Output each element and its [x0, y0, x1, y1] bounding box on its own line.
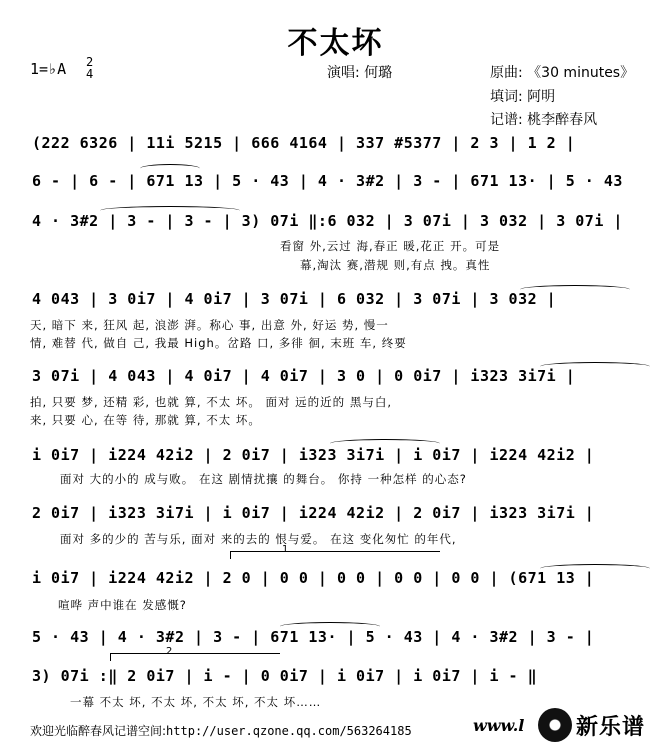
- score-row-1: (222 6326 | 11i 5215 | 666 4164 | 337 #5377 | 2 3 | 1 2 |: [32, 134, 576, 152]
- time-signature-bottom: 4: [86, 67, 94, 81]
- score-row-9: 5 · 43 | 4 · 3#2 | 3 - | 671 13· | 5 · 43 | 4 · 3#2 | 3 - |: [32, 628, 595, 646]
- score-row-4: 4 043 | 3 0i7 | 4 0i7 | 3 07i | 6 032 | 3 07i | 3 032 |: [32, 290, 557, 308]
- site-logo-text: 新乐谱: [576, 715, 646, 740]
- volta-1-bracket: [230, 551, 440, 552]
- score-row-5: 3 07i | 4 043 | 4 0i7 | 4 0i7 | 3 0 | 0 0i7 | i323 3i7i |: [32, 367, 576, 385]
- score-row-2: 6 - | 6 - | 671 13 | 5 · 43 | 4 · 3#2 | 3 - | 671 13· | 5 · 43: [32, 172, 623, 190]
- footer-text: 欢迎光临醉春风记谱空间:: [30, 724, 167, 738]
- lyric-row-4-verse-2: 情, 难替 代, 做自 己, 我最 High。岔路 口, 多徘 徊, 末班 车, 终要: [30, 336, 407, 350]
- site-watermark: www.l: [473, 716, 525, 735]
- composer-credit: 原曲: 《30 minutes》: [490, 65, 635, 81]
- tie: [540, 564, 650, 573]
- singer-credit: 演唱: 何璐: [327, 65, 393, 81]
- song-title: 不太坏: [287, 26, 384, 61]
- footer-note: [30, 722, 412, 739]
- volta-1-number: 1: [282, 544, 289, 555]
- lyric-row-6: 面对 大的小的 成与败。 在这 剧情扰攘 的舞台。 你持 一种怎样 的心态?: [60, 472, 467, 486]
- lyricist-credit: 填词: 阿明: [490, 89, 556, 105]
- volta-2-number: 2: [166, 646, 173, 657]
- tie: [330, 439, 440, 448]
- tie: [520, 285, 630, 294]
- score-row-6: i 0i7 | i224 42i2 | 2 0i7 | i323 3i7i | i 0i7 | i224 42i2 |: [32, 446, 595, 464]
- volta-2-bracket: [110, 653, 280, 654]
- score-row-3: 4 · 3#2 | 3 - | 3 - | 3) 07i ‖:6 032 | 3 07i | 3 032 | 3 07i |: [32, 212, 623, 230]
- lyric-row-5-verse-2: 来, 只要 心, 在等 待, 那就 算, 不太 坏。: [30, 413, 261, 427]
- score-row-7: 2 0i7 | i323 3i7i | i 0i7 | i224 42i2 | 2 0i7 | i323 3i7i |: [32, 504, 595, 522]
- score-row-8: i 0i7 | i224 42i2 | 2 0 | 0 0 | 0 0 | 0 0 | 0 0 | (671 13 |: [32, 569, 595, 587]
- key-signature: 1=♭A: [30, 60, 67, 78]
- record-disc-icon: [538, 708, 572, 742]
- volta-2-tick: [110, 653, 111, 661]
- transcriber-credit: 记谱: 桃李醉春风: [490, 112, 598, 128]
- lyric-row-8: 喧哗 声中谁在 发感慨?: [58, 598, 187, 612]
- tie: [540, 362, 650, 371]
- lyric-row-4-verse-1: 天, 暗下 来, 狂风 起, 浪澎 湃。称心 事, 出意 外, 好运 势, 慢一: [30, 318, 389, 332]
- lyric-row-10: 一幕 不太 坏, 不太 坏, 不太 坏, 不太 坏……: [70, 695, 322, 709]
- score-row-10: 3) 07i :‖ 2 0i7 | i - | 0 0i7 | i 0i7 | i 0i7 | i - ‖: [32, 667, 538, 685]
- tie: [280, 622, 380, 631]
- lyric-row-5-verse-1: 拍, 只要 梦, 还精 彩, 也就 算, 不太 坏。 面对 远的近的 黑与白,: [30, 395, 392, 409]
- time-signature: [86, 56, 93, 80]
- footer-url[interactable]: http://user.qzone.qq.com/563264185: [166, 724, 412, 738]
- time-signature-top: 2: [86, 55, 94, 69]
- volta-1-tick: [230, 551, 231, 559]
- tie: [140, 164, 200, 173]
- lyric-row-3-verse-2: 幕,淘汰 赛,潜规 则,有点 拽。真性: [300, 258, 491, 272]
- tie: [100, 206, 240, 215]
- lyric-row-7: 面对 多的少的 苦与乐, 面对 来的去的 恨与爱。 在这 变化匆忙 的年代,: [60, 532, 457, 546]
- lyric-row-3-verse-1: 看窗 外,云过 海,春正 暖,花正 开。可是: [280, 239, 501, 253]
